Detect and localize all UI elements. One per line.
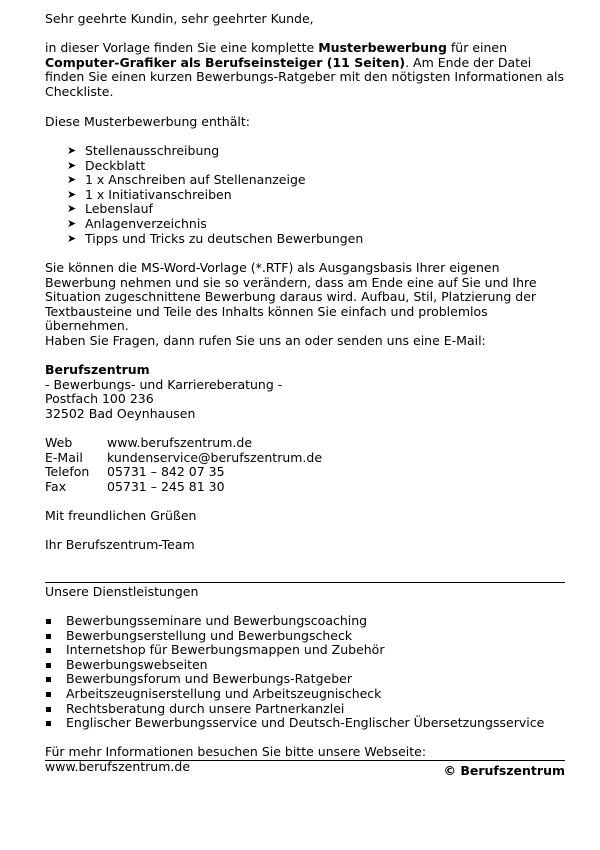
contents-list [45, 144, 565, 246]
square-bullet-icon [46, 677, 51, 682]
arrow-bullet-icon: ➤ [67, 144, 77, 157]
service-item-label: Bewerbungswebseiten [66, 656, 208, 672]
intro-bold-2: Computer-Grafiker als Berufseinsteiger (11 Seiten) [45, 54, 406, 70]
contact-label: Fax [45, 478, 67, 494]
service-item-label: Bewerbungserstellung und Bewerbungscheck [66, 627, 353, 643]
signature: Ihr Berufszentrum-Team [45, 537, 195, 552]
contents-list-item [45, 159, 565, 174]
company-subtitle: - Bewerbungs- und Karriereberatung - [45, 376, 283, 392]
divider-bottom [45, 760, 565, 761]
contact-value: kundenservice@berufszentrum.de [107, 449, 323, 465]
services-heading: Unsere Dienstleistungen [45, 584, 199, 599]
contents-list-item [45, 144, 565, 159]
intro-paragraph [45, 41, 565, 99]
intro-text-1: in dieser Vorlage finden Sie eine komplette [45, 40, 319, 55]
service-item-label: Internetshop für Bewerbungsmappen und Zubehör [66, 642, 385, 658]
contact-value: www.berufszentrum.de [107, 435, 253, 450]
usage-paragraph: Sie können die MS-Word-Vorlage (*.RTF) als Ausgangsbasis Ihrer eigenen Bewerbung nehmen und sie so verändern, dass am Ende eine auf Sie und Ihre Situation zugeschnittene Bewerbung daraus wird. Aufbau, Stil, Platzierung der Textbausteine und Teile des Inhalts können Sie einfach und problemlos übernehmen. [45, 260, 537, 334]
service-list-item [45, 643, 565, 658]
contents-heading: Diese Musterbewerbung enthält: [45, 114, 250, 129]
service-list-item [45, 687, 565, 702]
square-bullet-icon [46, 619, 51, 624]
intro-text-2: für einen [446, 40, 508, 55]
divider-top [45, 582, 565, 583]
contents-item-label: 1 x Anschreiben auf Stellenanzeige [85, 172, 306, 188]
square-bullet-icon [46, 707, 51, 712]
square-bullet-icon [46, 663, 51, 668]
arrow-bullet-icon: ➤ [67, 231, 77, 245]
service-list-item [45, 629, 565, 644]
closing: Mit freundlichen Grüßen [45, 508, 197, 523]
service-list-item [45, 716, 565, 731]
contact-block [45, 436, 565, 494]
contact-row [45, 451, 565, 466]
contact-label: E-Mail [45, 449, 83, 465]
contents-item-label: Deckblatt [85, 157, 146, 173]
contact-label: Telefon [45, 464, 90, 480]
contact-label: Web [45, 435, 73, 450]
square-bullet-icon [46, 721, 51, 726]
contents-list-item [45, 202, 565, 217]
square-bullet-icon [46, 634, 51, 639]
more-info-line: Für mehr Informationen besuchen Sie bitte unsere Webseite: www.berufszentrum.de [45, 744, 427, 774]
intro-bold-1: Musterbewerbung [318, 40, 447, 55]
company-name: Berufszentrum [45, 362, 150, 377]
service-list-item [45, 658, 565, 673]
contents-item-label: Anlagenverzeichnis [85, 215, 207, 231]
intro-text-3: . Am Ende der Datei finden Sie einen kurzen Bewerbungs-Ratgeber mit den nötigsten Informationen als Checkliste. [45, 54, 565, 99]
arrow-bullet-icon: ➤ [67, 187, 77, 201]
questions-line: Haben Sie Fragen, dann rufen Sie uns an oder senden uns eine E-Mail: [45, 333, 486, 348]
square-bullet-icon [46, 692, 51, 697]
contents-list-item [45, 188, 565, 203]
service-list-item [45, 672, 565, 687]
contents-item-label: 1 x Initiativanschreiben [85, 186, 232, 202]
contents-item-label: Lebenslauf [85, 201, 153, 217]
contact-row [45, 465, 565, 480]
contact-value: 05731 – 245 81 30 [107, 478, 225, 494]
contents-item-label: Stellenausschreibung [85, 143, 220, 158]
service-list-item [45, 702, 565, 717]
arrow-bullet-icon: ➤ [67, 173, 77, 187]
contents-list-item [45, 217, 565, 232]
contact-value: 05731 – 842 07 35 [107, 464, 225, 480]
service-item-label: Bewerbungsseminare und Bewerbungscoaching [66, 613, 368, 628]
company-city: 32502 Bad Oeynhausen [45, 405, 196, 421]
services-list [45, 614, 565, 731]
service-item-label: Englischer Bewerbungsservice und Deutsch-Englischer Übersetzungsservice [66, 715, 545, 731]
service-item-label: Rechtsberatung durch unsere Partnerkanzlei [66, 700, 345, 716]
contents-item-label: Tipps und Tricks zu deutschen Bewerbungen [85, 230, 364, 246]
service-item-label: Arbeitszeugniserstellung und Arbeitszeugnischeck [66, 685, 382, 701]
greeting: Sehr geehrte Kundin, sehr geehrter Kunde, [45, 11, 314, 26]
service-item-label: Bewerbungsforum und Bewerbungs-Ratgeber [66, 671, 352, 687]
company-street: Postfach 100 236 [45, 391, 154, 407]
copyright: © Berufszentrum [443, 763, 565, 778]
contents-list-item [45, 173, 565, 188]
contact-row [45, 480, 565, 495]
arrow-bullet-icon: ➤ [67, 216, 77, 230]
address-block [45, 363, 565, 421]
arrow-bullet-icon: ➤ [67, 158, 77, 172]
contents-list-item [45, 232, 565, 247]
contact-row [45, 436, 565, 451]
service-list-item [45, 614, 565, 629]
arrow-bullet-icon: ➤ [67, 202, 77, 216]
square-bullet-icon [46, 648, 51, 653]
